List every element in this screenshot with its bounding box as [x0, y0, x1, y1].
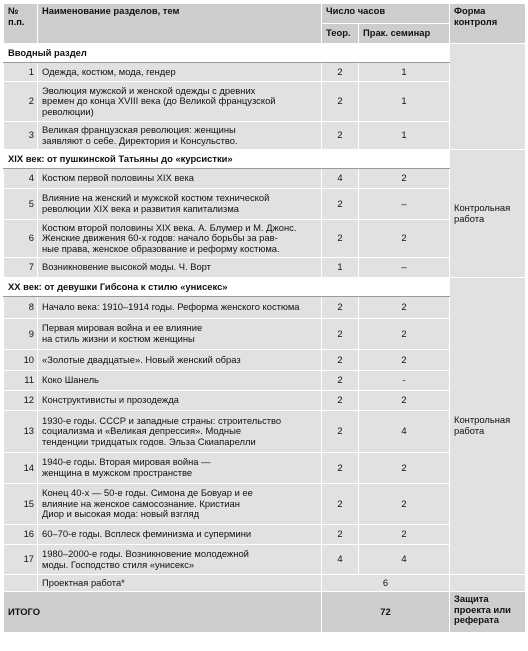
row-topic: Конец 40-х — 50-е годы. Симона де Бовуар и ее влияние на женское самосознание. Кристиан Диор и высокая мода: новый взгляд	[38, 484, 322, 525]
section-row	[4, 44, 526, 63]
row-theory-hours: 2	[322, 82, 359, 122]
row-topic: Возникновение высокой моды. Ч. Ворт	[38, 258, 322, 278]
row-practice-hours: 1	[359, 82, 450, 122]
header-num: № п.п.	[4, 4, 38, 44]
row-topic: 1940-е годы. Вторая мировая война — женщина в мужском пространстве	[38, 453, 322, 484]
row-number: 7	[4, 258, 38, 278]
row-theory-hours: 2	[322, 411, 359, 453]
row-number: 8	[4, 297, 38, 319]
row-theory-hours: 2	[322, 391, 359, 411]
row-number: 9	[4, 319, 38, 350]
row-number: 14	[4, 453, 38, 484]
section-title: XIX век: от пушкинской Татьяны до «курсистки»	[4, 150, 450, 169]
row-number: 15	[4, 484, 38, 525]
row-practice-hours: -	[359, 371, 450, 391]
row-practice-hours: 1	[359, 122, 450, 150]
row-theory-hours: 2	[322, 220, 359, 258]
table-row	[4, 63, 526, 82]
total-label: ИТОГО	[4, 592, 322, 633]
row-topic: Эволюция мужской и женской одежды с древних времен до конца XVIII века (до Великой французской революции)	[38, 82, 322, 122]
table-row	[4, 319, 526, 350]
row-topic: Костюм первой половины XIX века	[38, 169, 322, 189]
header-practice: Прак. семинар	[359, 24, 450, 44]
table-row	[4, 525, 526, 545]
row-number: 11	[4, 371, 38, 391]
row-practice-hours: 2	[359, 297, 450, 319]
row-topic: 1980–2000-е годы. Возникновение молодежной моды. Господство стиля «унисекс»	[38, 545, 322, 575]
row-number: 13	[4, 411, 38, 453]
section-control-form: Контрольная работа	[450, 150, 526, 278]
table-row	[4, 545, 526, 575]
row-theory-hours: 2	[322, 319, 359, 350]
row-theory-hours: 1	[322, 258, 359, 278]
table-row	[4, 220, 526, 258]
row-practice-hours: 2	[359, 169, 450, 189]
table-row	[4, 82, 526, 122]
row-practice-hours: 2	[359, 319, 450, 350]
project-hours: 6	[322, 575, 450, 592]
table-row	[4, 122, 526, 150]
row-number: 16	[4, 525, 38, 545]
row-theory-hours: 2	[322, 63, 359, 82]
project-row	[4, 575, 526, 592]
header-hours: Число часов	[322, 4, 450, 24]
row-number: 2	[4, 82, 38, 122]
row-practice-hours: 2	[359, 525, 450, 545]
table-row	[4, 169, 526, 189]
row-number: 1	[4, 63, 38, 82]
section-control-form	[450, 44, 526, 150]
table-row	[4, 258, 526, 278]
row-topic: Начало века: 1910–1914 годы. Реформа женского костюма	[38, 297, 322, 319]
row-practice-hours: 4	[359, 411, 450, 453]
row-theory-hours: 2	[322, 189, 359, 220]
row-topic: 1930-е годы. СССР и западные страны: строительство социализма и «Великая депрессия». Модные тенденции тридцатых годов. Эльза Скиапарелли	[38, 411, 322, 453]
total-control: Защита проекта или реферата	[450, 592, 526, 633]
row-number: 17	[4, 545, 38, 575]
row-theory-hours: 2	[322, 122, 359, 150]
row-theory-hours: 2	[322, 297, 359, 319]
table-row	[4, 297, 526, 319]
row-topic: Костюм второй половины XIX века. А. Блумер и М. Джонс. Женские движения 60-х годов: начало борьбы за рав- ные права, женское образование и реформу костюма.	[38, 220, 322, 258]
header-name: Наименование разделов, тем	[38, 4, 322, 44]
table-row	[4, 411, 526, 453]
row-number: 3	[4, 122, 38, 150]
total-row	[4, 592, 526, 633]
project-name: Проектная работа*	[38, 575, 322, 592]
curriculum-table	[3, 3, 526, 633]
row-topic: Конструктивисты и прозодежда	[38, 391, 322, 411]
table-row	[4, 453, 526, 484]
section-title: XX век: от девушки Гибсона к стилю «унисекс»	[4, 278, 450, 297]
row-practice-hours: 2	[359, 453, 450, 484]
row-practice-hours: –	[359, 189, 450, 220]
row-theory-hours: 2	[322, 484, 359, 525]
header-control: Форма контроля	[450, 4, 526, 44]
project-control	[450, 575, 526, 592]
row-topic: 60–70-е годы. Всплеск феминизма и супермини	[38, 525, 322, 545]
header-row	[4, 4, 526, 24]
row-theory-hours: 2	[322, 525, 359, 545]
row-theory-hours: 4	[322, 169, 359, 189]
row-theory-hours: 2	[322, 453, 359, 484]
row-topic: Влияние на женский и мужской костюм технической революции XIX века и развития капитализма	[38, 189, 322, 220]
row-practice-hours: –	[359, 258, 450, 278]
table-row	[4, 371, 526, 391]
row-topic: Коко Шанель	[38, 371, 322, 391]
row-number: 5	[4, 189, 38, 220]
row-practice-hours: 4	[359, 545, 450, 575]
row-practice-hours: 2	[359, 484, 450, 525]
row-topic: Одежда, костюм, мода, гендер	[38, 63, 322, 82]
total-hours: 72	[322, 592, 450, 633]
row-practice-hours: 2	[359, 350, 450, 371]
row-theory-hours: 2	[322, 371, 359, 391]
section-row	[4, 278, 526, 297]
table-row	[4, 484, 526, 525]
row-practice-hours: 2	[359, 391, 450, 411]
row-theory-hours: 2	[322, 350, 359, 371]
project-num	[4, 575, 38, 592]
section-control-form: Контрольная работа	[450, 278, 526, 575]
row-number: 12	[4, 391, 38, 411]
row-practice-hours: 2	[359, 220, 450, 258]
table-row	[4, 391, 526, 411]
header-theory: Теор.	[322, 24, 359, 44]
row-theory-hours: 4	[322, 545, 359, 575]
row-topic: Первая мировая война и ее влияние на стиль жизни и костюм женщины	[38, 319, 322, 350]
row-practice-hours: 1	[359, 63, 450, 82]
section-title: Вводный раздел	[4, 44, 450, 63]
section-row	[4, 150, 526, 169]
row-number: 4	[4, 169, 38, 189]
row-number: 6	[4, 220, 38, 258]
table-row	[4, 189, 526, 220]
row-topic: Великая французская революция: женщины заявляют о себе. Директория и Консульство.	[38, 122, 322, 150]
table-row	[4, 350, 526, 371]
row-topic: «Золотые двадцатые». Новый женский образ	[38, 350, 322, 371]
row-number: 10	[4, 350, 38, 371]
